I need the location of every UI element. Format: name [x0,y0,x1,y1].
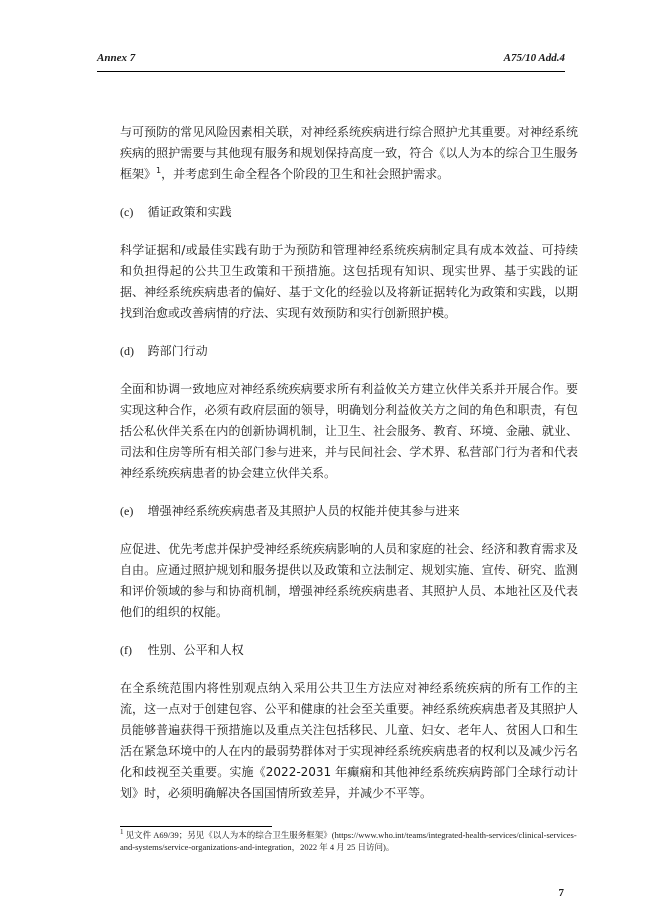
section-heading-f: (f) 性别、公平和人权 [120,643,244,657]
section-paragraph-d: 全面和协调一致地应对神经系统疾病要求所有利益攸关方建立伙伴关系并开展合作。要实现这种合作，必须有政府层面的领导，明确划分利益攸关方之间的角色和职责，有包括公私伙伴关系在内的创新协调机制，让卫生、社会服务、教育、环境、金融、就业、司法和住房等所有相关部门参与进来，并与民间社会、学术界、私营部门行为者和代表神经系统疾病患者的协会建立伙伴关系。 [120,382,578,480]
header-annex: Annex 7 [97,52,136,64]
header-rule [97,71,565,72]
section-heading-e: (e) 增强神经系统疾病患者及其照护人员的权能并使其参与进来 [120,504,460,518]
header-doc-code: A75/10 Add.4 [503,52,565,64]
footnote: $^1$ 见文件 A69/39；另见《以人为本的综合卫生服务框架》(https://www.who.int/teams/integrated-health-services/clinical-services-and-systems/service-organizations-and-integration，2022 年 4 月 25 日访问)。 [120,828,577,852]
section-paragraph-c: 科学证据和/或最佳实践有助于为预防和管理神经系统疾病制定具有成本效益、可持续和负担得起的公共卫生政策和干预措施。这包括现有知识、现实世界、基于实践的证据、神经系统疾病患者的偏好、基于文化的经验以及将新证据转化为政策和实践，以期找到治愈或改善病情的疗法、实现有效预防和实行创新照护模。 [120,243,578,320]
paragraph-intro: 与可预防的常见风险因素相关联，对神经系统疾病进行综合照护尤其重要。对神经系统疾病的照护需要与其他现有服务和规划保持高度一致，符合《以人为本的综合卫生服务框架》$^1$，并考虑到生命全程各个阶段的卫生和社会照护需求。 [120,125,578,181]
footnote-rule [120,826,272,827]
section-heading-d: (d) 跨部门行动 [120,344,208,358]
section-paragraph-f: 在全系统范围内将性别观点纳入采用公共卫生方法应对神经系统疾病的所有工作的主流，这一点对于创建包容、公平和健康的社会至关重要。神经系统疾病患者及其照护人员能够普遍获得干预措施以及重点关注包括移民、儿童、妇女、老年人、贫困人口和生活在紧急环境中的人在内的最弱势群体对于实现神经系统疾病患者的权利以及减少污名化和歧视至关重要。实施《2022-2031 年癫痫和其他神经系统疾病跨部门全球行动计划》时，必须明确解决各国国情所致差异，并减少不平等。 [120,681,578,800]
section-heading-c: (c) 循证政策和实践 [120,205,232,219]
section-paragraph-e: 应促进、优先考虑并保护受神经系统疾病影响的人员和家庭的社会、经济和教育需求及自由。应通过照护规划和服务提供以及政策和立法制定、规划实施、宣传、研究、监测和评价领域的参与和协商机制，增强神经系统疾病患者、其照护人员、本地社区及代表他们的组织的权能。 [120,542,578,619]
footnote-ref[interactable]: 1 [156,166,162,175]
page-number: 7 [558,887,564,899]
body-text [120,122,578,821]
